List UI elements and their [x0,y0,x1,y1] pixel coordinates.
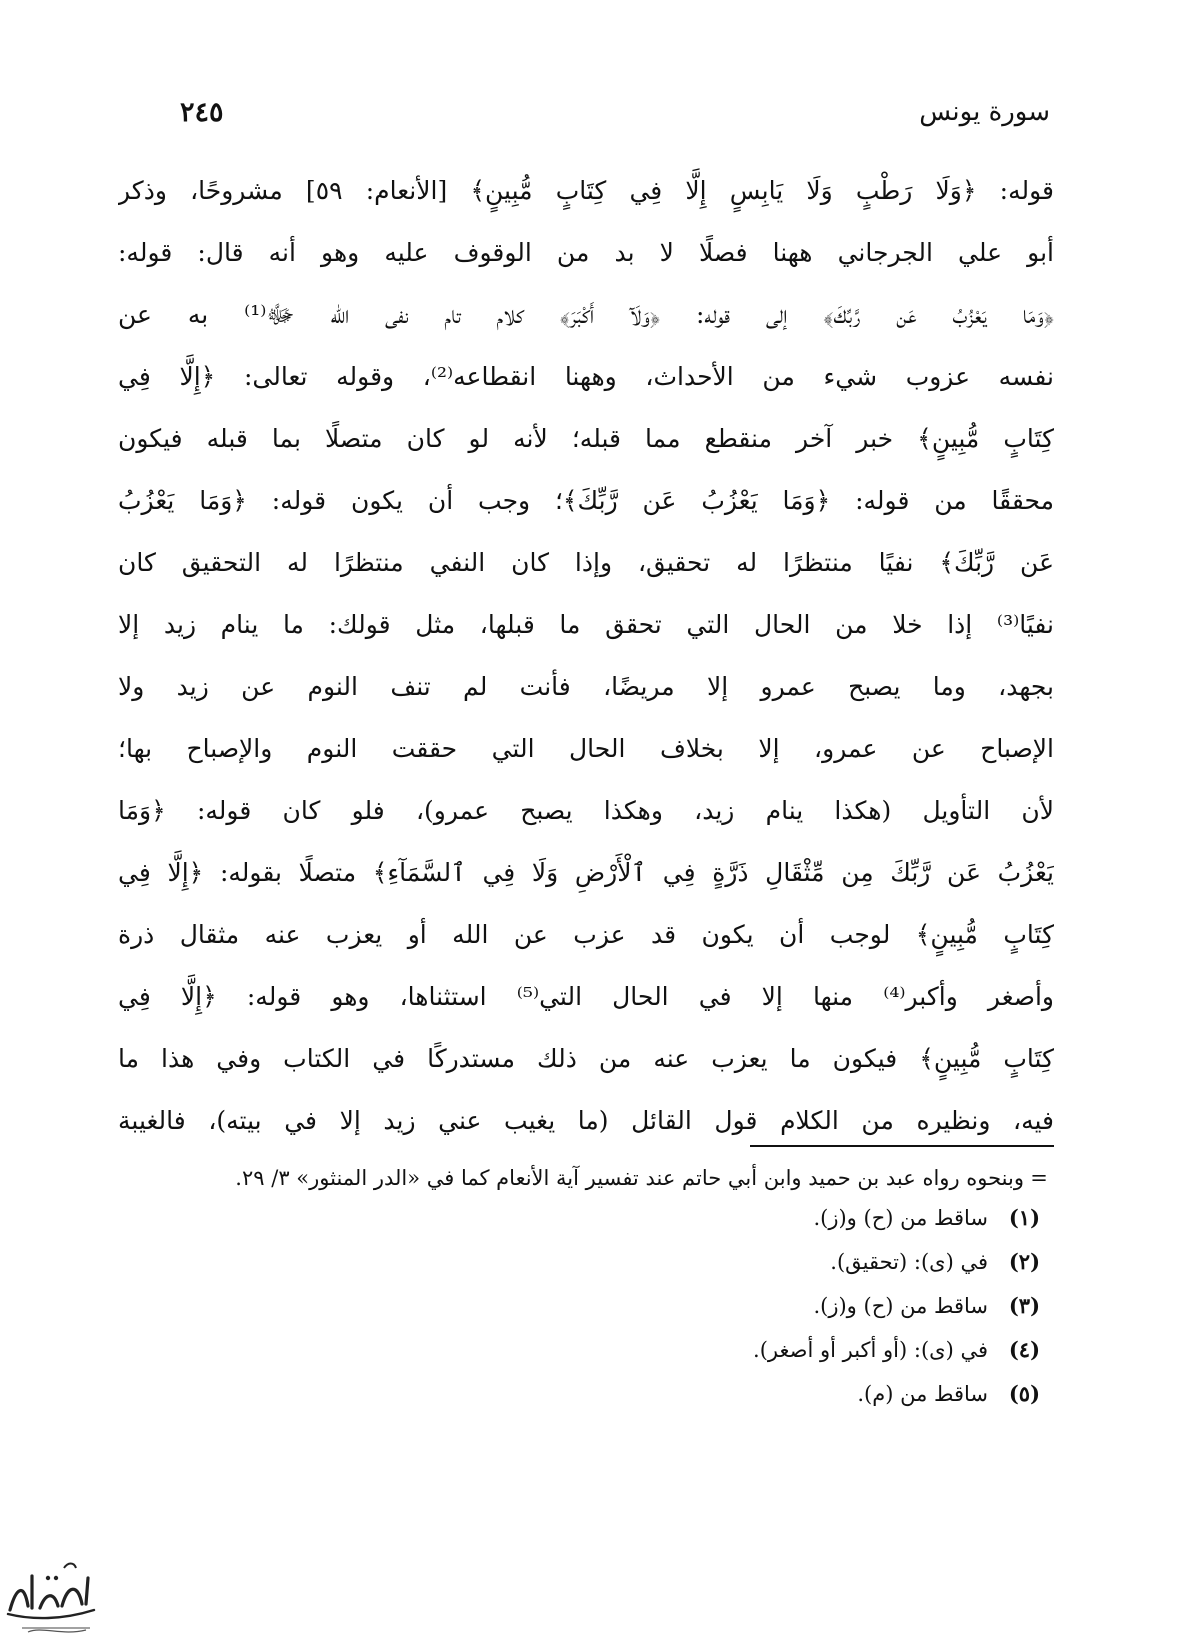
surah-title: سورة يونس [919,97,1050,127]
main-text [118,160,1054,1152]
footnote-text: ساقط من (ح) و(ز). [813,1206,988,1230]
text-line: فيه، ونظيره من الكلام قول القائل (ما يغيب عني زيد إلا في بيته)، فالغيبة [118,1106,1054,1135]
footnote-number: (٥) [1008,1381,1040,1406]
text-line: وأصغر وأكبر⁽⁴⁾ منها إلا في الحال التي⁽⁵⁾ استثناها، وهو قوله: ﴿إِلَّا فِي [118,982,1054,1011]
watermark-logo [2,1548,100,1638]
text-line: كِتَابٍ مُّبِينٍ﴾ لوجب أن يكون قد عزب عن الله أو يعزب عنه مثقال ذرة [118,920,1054,949]
text-line: لأن التأويل (هكذا ينام زيد، وهكذا يصبح عمرو)، فلو كان قوله: ﴿وَمَا [118,796,1054,825]
text-line: قوله: ﴿وَلَا رَطْبٍ وَلَا يَابِسٍ إِلَّا فِي كِتَابٍ مُّبِينٍ﴾ [الأنعام: ٥٩] مشروحًا، وذكر [118,176,1054,205]
footnote-number: (١) [1008,1205,1040,1230]
continuation-text: وبنحوه رواه عبد بن حميد وابن أبي حاتم عند تفسير آية الأنعام كما في «الدر المنثور» ٣/ ٢٩. [235,1166,1024,1190]
text-line: محققًا من قوله: ﴿وَمَا يَعْزُبُ عَن رَّبِّكَ﴾؛ وجب أن يكون قوله: ﴿وَمَا يَعْزُبُ [118,486,1054,515]
page-header [180,92,1050,132]
text-line: أبو علي الجرجاني ههنا فصلًا لا بد من الوقوف عليه وهو أنه قال: قوله: [118,238,1054,267]
footnotes [118,1160,1054,1416]
text-line: بجهد، وما يصبح عمرو إلا مريضًا، فأنت لم تنف النوم عن زيد ولا [118,672,1054,701]
footnote [118,1240,1054,1284]
text-line: يَعْزُبُ عَن رَّبِّكَ مِن مِّثْقَالِ ذَرَّةٍ فِي ٱلْأَرْضِ وَلَا فِي ٱلسَّمَآءِ﴾ متصلًا بقوله: ﴿إِلَّا فِي [118,858,1054,887]
footnote [118,1196,1054,1240]
text-line: كِتَابٍ مُّبِينٍ﴾ خبر آخر منقطع مما قبله؛ لأنه لو كان متصلًا بما قبله فيكون [118,424,1054,453]
footnote-divider [750,1145,1054,1147]
text-line: نفيًا⁽³⁾ إذا خلا من الحال التي تحقق ما قبلها، مثل قولك: ما ينام زيد إلا [118,610,1054,639]
page-number: ٢٤٥ [180,96,224,128]
footnote [118,1328,1054,1372]
footnote-number: (٢) [1008,1249,1040,1274]
text-line: الإصباح عن عمرو، إلا بخلاف الحال التي حققت النوم والإصباح بها؛ [118,734,1054,763]
footnote-continuation [118,1160,1054,1196]
text-line: ﴿وَمَا يَعْزُبُ عَن رَّبِّكَ﴾ إلى قوله: ﴿وَلَآ أَكْبَرَ﴾ كلام تام نفى الله ﷻ⁽¹⁾ به عن [118,300,1054,329]
footnote-number: (٣) [1008,1293,1040,1318]
text-line: كِتَابٍ مُّبِينٍ﴾ فيكون ما يعزب عنه من ذلك مستدركًا في الكتاب وفي هذا ما [118,1044,1054,1073]
footnote [118,1372,1054,1416]
text-line: عَن رَّبِّكَ﴾ نفيًا منتظرًا له تحقيق، وإذا كان النفي منتظرًا له التحقيق كان [118,548,1054,577]
footnote-text: ساقط من (ح) و(ز). [813,1294,988,1318]
footnote-text: ساقط من (م). [857,1382,988,1406]
continuation-mark: = [1030,1166,1048,1190]
text-line: نفسه عزوب شيء من الأحداث، وههنا انقطاعه⁽²⁾، وقوله تعالى: ﴿إِلَّا فِي [118,362,1054,391]
footnote-number: (٤) [1008,1337,1040,1362]
footnote [118,1284,1054,1328]
footnote-text: في (ى): (تحقيق). [830,1250,988,1274]
footnote-text: في (ى): (أو أكبر أو أصغر). [753,1338,988,1362]
